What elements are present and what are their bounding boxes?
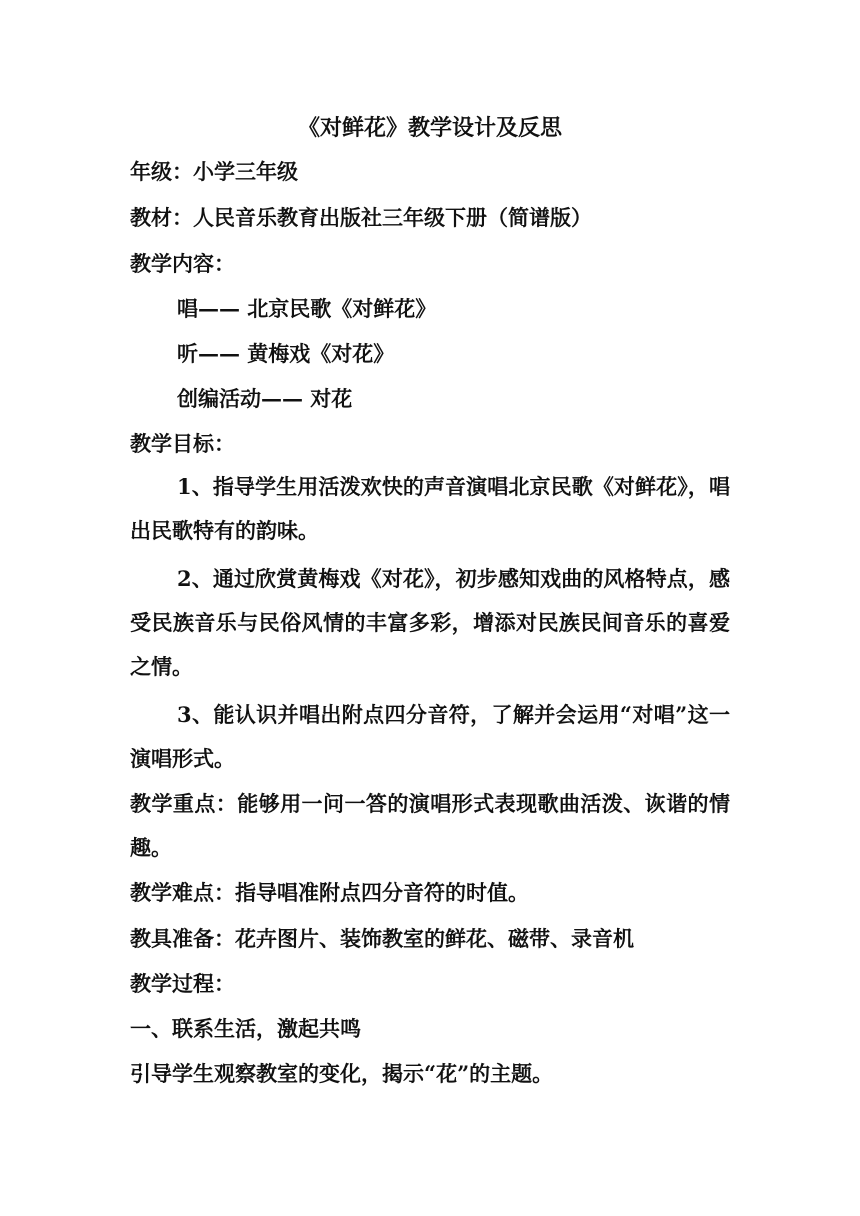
goal-item-1: 1、指导学生用活泼欢快的声音演唱北京民歌《对鲜花》，唱出民歌特有的韵味。	[130, 474, 730, 543]
content-item-listen: 听—— 黄梅戏《对花》	[177, 341, 395, 366]
process-heading: 教学过程：	[130, 971, 235, 996]
content-item-create: 创编活动—— 对花	[177, 386, 353, 411]
grade-line: 年级：小学三年级	[130, 159, 298, 184]
key-point: 教学重点：能够用一问一答的演唱形式表现歌曲活泼、诙谐的情趣。	[130, 791, 730, 860]
section1-heading: 一、联系生活，激起共鸣	[130, 1016, 361, 1041]
goals-heading: 教学目标：	[130, 431, 235, 456]
content-heading: 教学内容：	[130, 251, 235, 276]
content-item-sing: 唱—— 北京民歌《对鲜花》	[177, 296, 437, 321]
section1-text: 引导学生观察教室的变化，揭示“花”的主题。	[130, 1061, 554, 1086]
difficulty-line: 教学难点：指导唱准附点四分音符的时值。	[130, 880, 529, 905]
materials-line: 教具准备：花卉图片、装饰教室的鲜花、磁带、录音机	[130, 926, 634, 951]
textbook-line: 教材：人民音乐教育出版社三年级下册（简谱版）	[130, 205, 592, 230]
goal-item-2: 2、通过欣赏黄梅戏《对花》，初步感知戏曲的风格特点，感受民族音乐与民俗风情的丰富多彩，增添对民族民间音乐的喜爱之情。	[130, 566, 730, 679]
goal-item-3: 3、能认识并唱出附点四分音符，了解并会运用“对唱”这一演唱形式。	[130, 702, 730, 771]
document-title: 《对鲜花》教学设计及反思	[297, 115, 562, 141]
